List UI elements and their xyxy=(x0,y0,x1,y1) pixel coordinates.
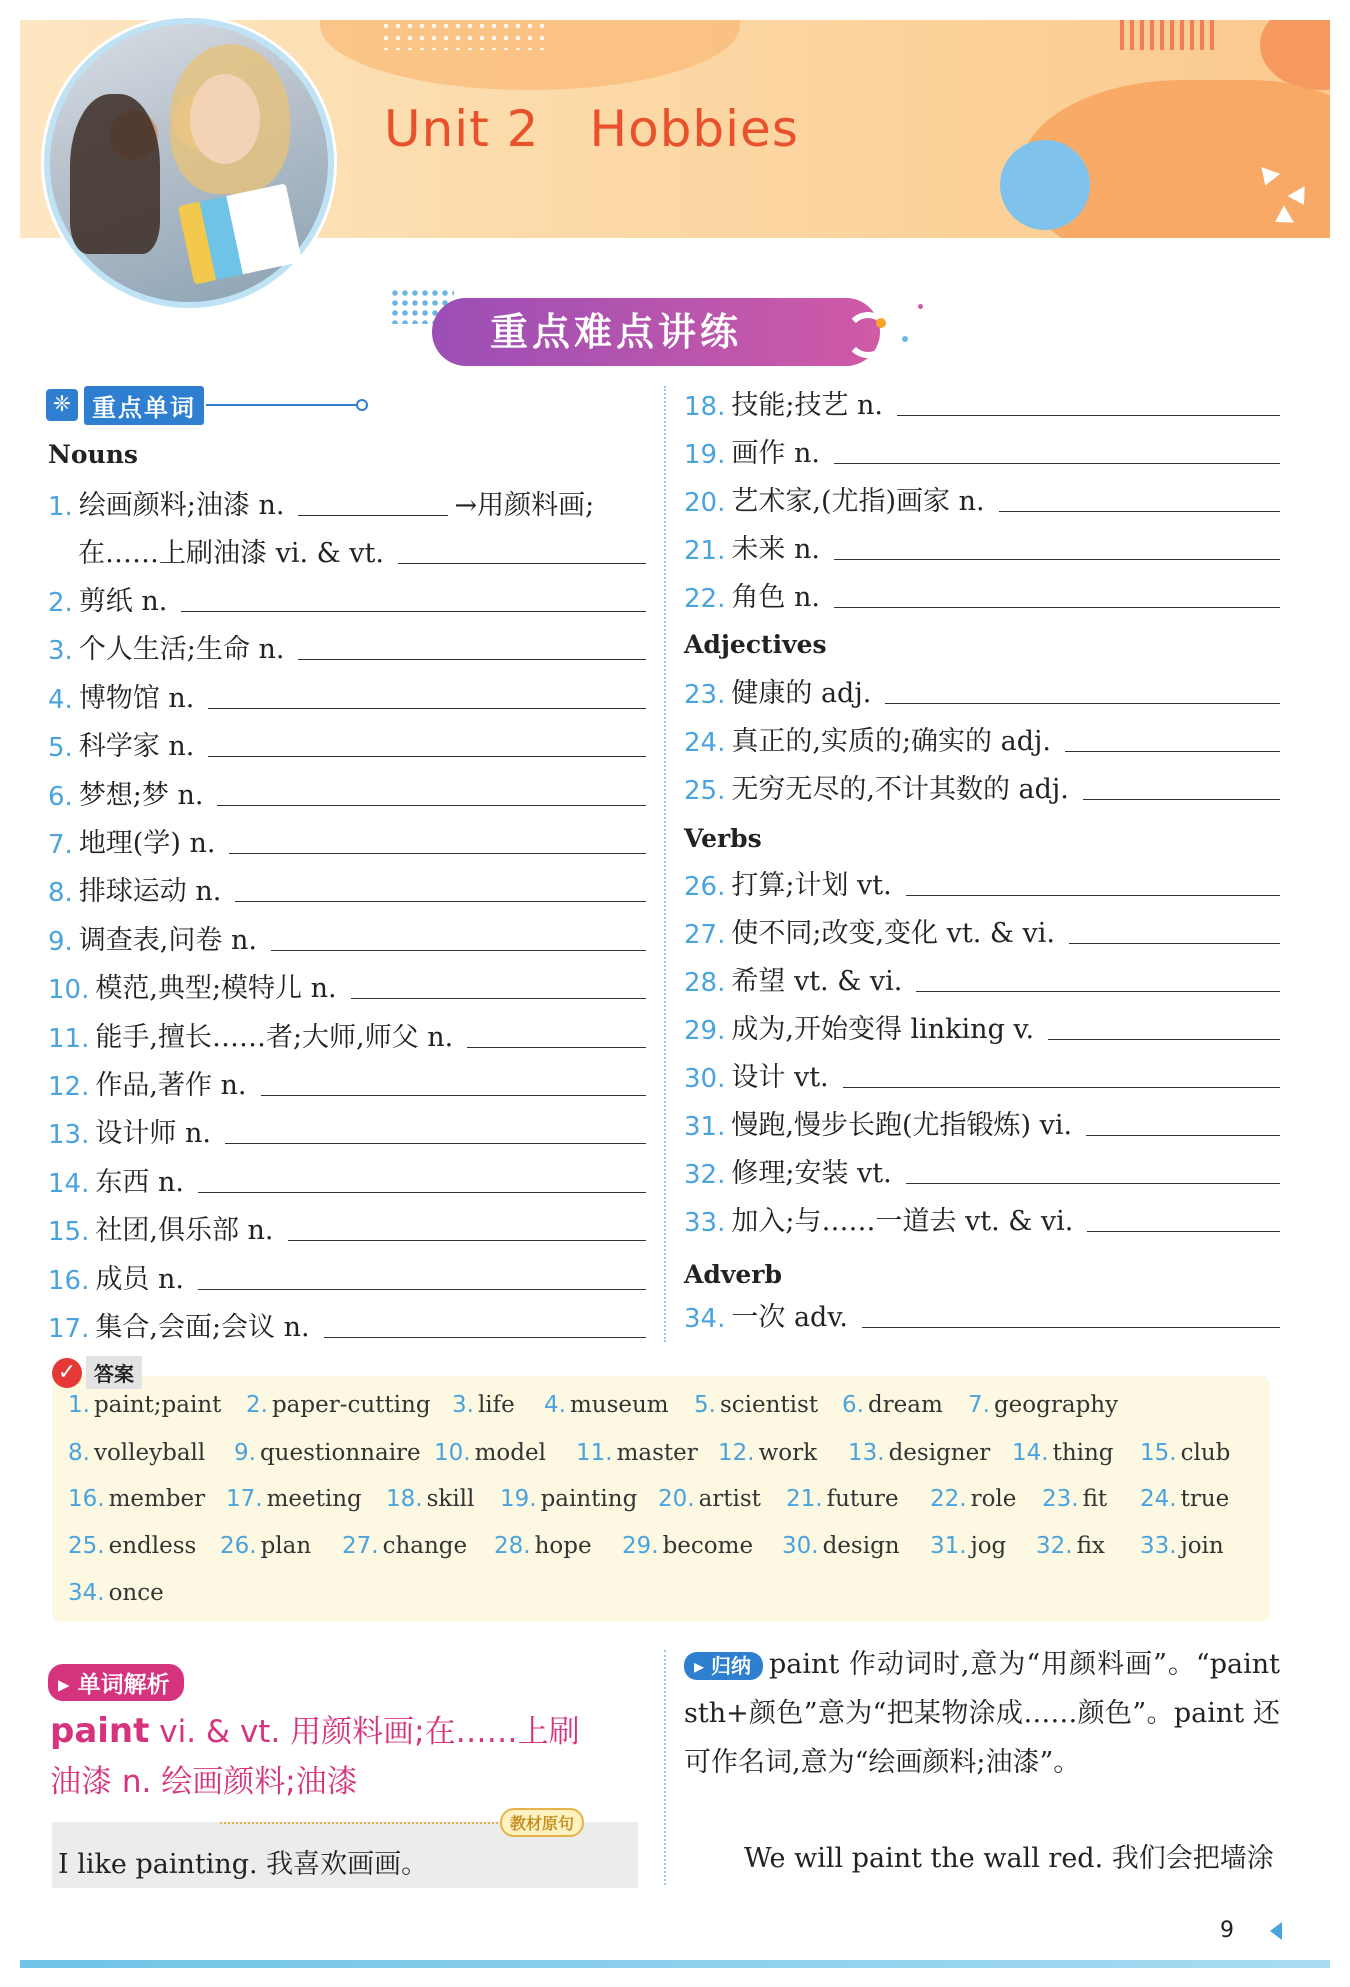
vocab-item-12 xyxy=(48,1062,646,1102)
answer-item xyxy=(658,1486,761,1512)
answer-item xyxy=(1140,1440,1230,1466)
answer-blank[interactable] xyxy=(225,1142,646,1144)
answer-number: 15. xyxy=(1140,1440,1177,1466)
answer-blank[interactable] xyxy=(208,755,646,757)
answer-blank[interactable] xyxy=(1086,1134,1280,1136)
item-number: 19. xyxy=(684,440,726,470)
answer-word: scientist xyxy=(719,1392,819,1418)
answer-number: 23. xyxy=(1042,1486,1079,1512)
item-prompt: 画作 n. xyxy=(731,438,820,469)
vocab-item-6 xyxy=(48,772,646,812)
category-adverb: Adverb xyxy=(684,1260,782,1289)
vocab-item-31 xyxy=(684,1102,1280,1142)
item-number: 10. xyxy=(48,975,90,1006)
answer-word: club xyxy=(1180,1440,1231,1466)
answer-item xyxy=(694,1392,818,1418)
answer-word: fix xyxy=(1076,1533,1105,1559)
answer-number: 27. xyxy=(342,1533,379,1559)
item-number: 21. xyxy=(684,536,726,566)
answer-word: hope xyxy=(534,1533,592,1559)
item-number: 13. xyxy=(48,1120,90,1151)
answer-word: role xyxy=(970,1486,1017,1512)
answer-word: jog xyxy=(970,1533,1007,1559)
item-number: 16. xyxy=(48,1265,90,1296)
answer-blank[interactable] xyxy=(181,610,646,612)
answer-blank[interactable] xyxy=(198,1288,646,1290)
answer-item xyxy=(782,1533,900,1559)
answer-item xyxy=(1012,1440,1114,1466)
decor-dot xyxy=(918,304,923,309)
answer-item xyxy=(68,1580,164,1606)
summary-text: paint 作动词时,意为“用颜料画”。“paint sth+颜色”意为“把某物涂成……颜色”。paint 还可作名词,意为“绘画颜料;油漆”。 xyxy=(684,1649,1280,1778)
item-prompt: 一次 adv. xyxy=(731,1302,848,1333)
answer-word: dream xyxy=(867,1392,943,1418)
item-number: 31. xyxy=(684,1112,726,1142)
keywords-label-text: 重点单词 xyxy=(84,386,204,425)
summary-tag: ▸ 归纳 xyxy=(684,1652,763,1680)
decor-line xyxy=(206,404,356,406)
answer-number: 26. xyxy=(220,1533,257,1559)
answer-item xyxy=(930,1533,1006,1559)
item-prompt: 社团,俱乐部 n. xyxy=(95,1215,274,1247)
answer-blank[interactable] xyxy=(208,707,646,709)
answer-item xyxy=(622,1533,753,1559)
category-nouns: Nouns xyxy=(48,440,138,469)
item-prompt: 真正的,实质的;确实的 adj. xyxy=(731,726,1051,757)
answer-blank[interactable] xyxy=(834,462,1280,464)
answer-item xyxy=(220,1533,311,1559)
answer-number: 6. xyxy=(842,1392,864,1418)
answer-number: 12. xyxy=(718,1440,755,1466)
vocab-item-13 xyxy=(48,1110,646,1150)
answer-number: 13. xyxy=(848,1440,885,1466)
example-sentence: I like painting. 我喜欢画画。 xyxy=(58,1849,429,1880)
vocab-item-15 xyxy=(48,1207,646,1247)
item-prompt: 博物馆 n. xyxy=(78,682,195,714)
summary-example: We will paint the wall red. 我们会把墙涂 xyxy=(744,1843,1274,1874)
item-prompt: 设计师 n. xyxy=(95,1118,211,1150)
item-prompt: 个人生活;生命 n. xyxy=(78,634,285,666)
vocab-item-9 xyxy=(48,917,646,957)
item-number: 2. xyxy=(48,588,73,618)
decor-line xyxy=(220,1822,510,1824)
answer-word: artist xyxy=(698,1486,761,1512)
vocab-item-3 xyxy=(48,626,646,666)
answer-item xyxy=(1140,1533,1224,1559)
answer-item xyxy=(226,1486,362,1512)
answer-number: 34. xyxy=(68,1580,105,1606)
answer-label: 答案 xyxy=(86,1356,142,1389)
answer-word: member xyxy=(108,1486,206,1512)
answer-number: 14. xyxy=(1012,1440,1049,1466)
answer-number: 9. xyxy=(234,1440,256,1466)
answer-number: 24. xyxy=(1140,1486,1177,1512)
answer-number: 19. xyxy=(500,1486,537,1512)
headword: paint xyxy=(50,1711,150,1751)
answer-item xyxy=(68,1440,205,1466)
item-prompt: 成员 n. xyxy=(95,1263,184,1295)
item-number: 30. xyxy=(684,1064,726,1094)
item-prompt: 地理(学) n. xyxy=(78,828,216,859)
answer-word: museum xyxy=(569,1392,669,1418)
summary-block xyxy=(684,1640,1280,1787)
answer-word: volleyball xyxy=(93,1440,206,1466)
vocab-item-16 xyxy=(48,1256,646,1296)
category-adjectives: Adjectives xyxy=(684,630,827,659)
answer-word: paper-cutting xyxy=(271,1392,431,1418)
vocab-item-7 xyxy=(48,820,646,860)
answer-number: 21. xyxy=(786,1486,823,1512)
keywords-label xyxy=(46,388,368,422)
decor-dot xyxy=(876,318,886,328)
answer-item xyxy=(1140,1486,1229,1512)
answer-word: endless xyxy=(108,1533,197,1559)
vocab-item-21 xyxy=(684,526,1280,566)
item-number: 11. xyxy=(48,1023,90,1054)
decor-dots xyxy=(380,20,550,50)
answer-number: 7. xyxy=(968,1392,990,1418)
answer-word: fit xyxy=(1082,1486,1108,1512)
vocab-item-30 xyxy=(684,1054,1280,1094)
item-prompt: 技能;技艺 n. xyxy=(731,390,884,421)
students-photo xyxy=(44,18,334,308)
column-divider xyxy=(664,1650,666,1885)
answer-blank[interactable] xyxy=(1087,1230,1280,1232)
item-number: 7. xyxy=(48,830,73,860)
item-number: 28. xyxy=(684,968,726,998)
answer-blank[interactable] xyxy=(1083,798,1280,800)
item-number: 8. xyxy=(48,878,73,909)
item-prompt: 作品,著作 n. xyxy=(95,1070,247,1101)
item-number: 17. xyxy=(48,1314,90,1344)
vocab-item-33 xyxy=(684,1198,1280,1238)
answer-number: 32. xyxy=(1036,1533,1073,1559)
decor-circle xyxy=(1000,140,1090,230)
answer-item xyxy=(434,1440,546,1466)
vocab-item-29 xyxy=(684,1006,1280,1046)
vocab-item-10 xyxy=(48,965,646,1005)
vocab-item-14 xyxy=(48,1159,646,1199)
answer-number: 29. xyxy=(622,1533,659,1559)
unit-title xyxy=(384,100,849,158)
item-prompt: 科学家 n. xyxy=(78,731,195,763)
item-prompt: 调查表,问卷 n. xyxy=(78,924,257,956)
answer-blank[interactable] xyxy=(235,900,646,902)
item-prompt: 使不同;改变,变化 vt. & vi. xyxy=(731,918,1055,949)
vocab-item-18 xyxy=(684,382,1280,422)
answer-blank[interactable] xyxy=(229,852,646,854)
item-number: 25. xyxy=(684,776,726,806)
vocab-item-5 xyxy=(48,723,646,763)
answer-number: 5. xyxy=(694,1392,716,1418)
answer-word: model xyxy=(474,1440,546,1466)
answer-number: 22. xyxy=(930,1486,967,1512)
unit-number: Unit 2 xyxy=(384,100,540,158)
answer-blank[interactable] xyxy=(834,558,1280,560)
item-prompt: 艺术家,(尤指)画家 n. xyxy=(731,486,985,517)
answer-item xyxy=(968,1392,1118,1418)
answer-item xyxy=(576,1440,698,1466)
item-prompt: 梦想;梦 n. xyxy=(78,779,204,811)
photo-figure xyxy=(190,74,260,164)
vocab-item-1-cont xyxy=(78,530,646,570)
answer-word: master xyxy=(616,1440,698,1466)
analysis-label-text: 单词解析 xyxy=(77,1672,170,1698)
answer-word: meeting xyxy=(266,1486,362,1512)
answer-item xyxy=(68,1486,205,1512)
item-number: 34. xyxy=(684,1304,726,1334)
answer-item xyxy=(718,1440,817,1466)
answer-item xyxy=(544,1392,669,1418)
answer-number: 31. xyxy=(930,1533,967,1559)
decor-dot xyxy=(902,336,908,342)
answer-word: paint;paint xyxy=(93,1392,222,1418)
item-number: 27. xyxy=(684,920,726,950)
source-tag: 教材原句 xyxy=(500,1808,584,1837)
vocab-item-27 xyxy=(684,910,1280,950)
item-prompt: 修理;安装 vt. xyxy=(731,1158,892,1189)
answer-blank[interactable] xyxy=(862,1326,1280,1328)
answer-word: painting xyxy=(540,1486,638,1512)
section-title: 重点难点讲练 xyxy=(432,298,880,366)
answer-blank[interactable] xyxy=(897,414,1280,416)
vocab-item-19 xyxy=(684,430,1280,470)
answer-word: future xyxy=(826,1486,899,1512)
answer-item xyxy=(234,1440,421,1466)
answer-word: thing xyxy=(1052,1440,1114,1466)
item-prompt: 排球运动 n. xyxy=(78,876,222,908)
answer-blank[interactable] xyxy=(351,997,646,999)
answer-word: join xyxy=(1180,1533,1224,1559)
answer-blank[interactable] xyxy=(1069,942,1280,944)
item-number: 6. xyxy=(48,781,73,812)
check-icon: ✓ xyxy=(52,1358,82,1388)
item-prompt: 成为,开始变得 linking v. xyxy=(731,1014,1035,1045)
item-prompt: 未来 n. xyxy=(731,534,820,565)
item-number: 4. xyxy=(48,684,73,715)
item-prompt: 健康的 adj. xyxy=(731,678,872,709)
item-prompt: 绘画颜料;油漆 n. xyxy=(78,490,285,521)
answer-item xyxy=(494,1533,592,1559)
answer-word: change xyxy=(382,1533,468,1559)
answer-blank[interactable] xyxy=(271,949,646,951)
sparkle-icon: ❈ xyxy=(46,389,78,421)
item-prompt: 模范,典型;模特儿 n. xyxy=(95,973,337,1005)
answer-blank[interactable] xyxy=(398,562,646,564)
decor-stripes xyxy=(1120,20,1220,50)
answer-item xyxy=(68,1533,196,1559)
item-prompt: 能手,擅长……者;大师,师父 n. xyxy=(95,1021,454,1053)
item-prompt: 无穷无尽的,不计其数的 adj. xyxy=(731,774,1069,805)
analysis-definition xyxy=(50,1706,650,1807)
item-number: 23. xyxy=(684,680,726,710)
item-prompt: 在……上刷油漆 vi. & vt. xyxy=(78,538,384,569)
bottom-bar xyxy=(20,1960,1330,1968)
answer-word: plan xyxy=(260,1533,312,1559)
vocab-item-34 xyxy=(684,1294,1280,1334)
category-verbs: Verbs xyxy=(684,824,762,853)
summary-tag-text: 归纳 xyxy=(711,1653,752,1678)
vocab-item-24 xyxy=(684,718,1280,758)
vocab-item-22 xyxy=(684,574,1280,614)
answer-number: 2. xyxy=(246,1392,268,1418)
answer-item xyxy=(1042,1486,1107,1512)
answer-number: 3. xyxy=(452,1392,474,1418)
item-prompt: 角色 n. xyxy=(731,582,820,613)
item-number: 20. xyxy=(684,488,726,518)
answer-blank[interactable] xyxy=(217,804,646,806)
item-prompt: →用颜料画; xyxy=(454,490,595,521)
vocab-item-23 xyxy=(684,670,1280,710)
answer-number: 28. xyxy=(494,1533,531,1559)
vocab-item-32 xyxy=(684,1150,1280,1190)
answer-number: 33. xyxy=(1140,1533,1177,1559)
photo-books xyxy=(178,183,302,284)
answer-number: 18. xyxy=(386,1486,423,1512)
answer-number: 20. xyxy=(658,1486,695,1512)
item-number: 14. xyxy=(48,1168,90,1199)
item-number: 1. xyxy=(48,492,73,522)
answer-blank[interactable] xyxy=(906,1182,1280,1184)
definition-line: vi. & vt. 用颜料画;在……上刷 xyxy=(149,1714,580,1750)
answer-blank[interactable] xyxy=(261,1094,647,1096)
answer-item xyxy=(68,1392,221,1418)
column-divider xyxy=(664,386,666,1342)
item-number: 22. xyxy=(684,584,726,614)
vocab-item-20 xyxy=(684,478,1280,518)
analysis-label: ▸ 单词解析 xyxy=(48,1664,184,1701)
answer-blank[interactable] xyxy=(843,1086,1280,1088)
item-number: 18. xyxy=(684,392,726,422)
answer-blank[interactable] xyxy=(906,894,1280,896)
answer-word: true xyxy=(1180,1486,1230,1512)
item-prompt: 设计 vt. xyxy=(731,1062,829,1093)
unit-topic: Hobbies xyxy=(589,100,799,158)
answer-item xyxy=(786,1486,899,1512)
answer-badge xyxy=(52,1356,142,1389)
answer-blank[interactable] xyxy=(916,990,1280,992)
vocab-item-2 xyxy=(48,578,646,618)
answer-number: 10. xyxy=(434,1440,471,1466)
answer-number: 30. xyxy=(782,1533,819,1559)
item-number: 32. xyxy=(684,1160,726,1190)
page-arrow-icon xyxy=(1270,1922,1282,1940)
item-number: 15. xyxy=(48,1217,90,1248)
answer-number: 8. xyxy=(68,1440,90,1466)
answer-number: 1. xyxy=(68,1392,90,1418)
answer-blank[interactable] xyxy=(324,1336,646,1338)
answer-blank[interactable] xyxy=(298,514,448,516)
answer-item xyxy=(848,1440,990,1466)
item-number: 24. xyxy=(684,728,726,758)
item-prompt: 慢跑,慢步长跑(尤指锻炼) vi. xyxy=(731,1110,1073,1141)
answer-blank[interactable] xyxy=(1048,1038,1280,1040)
item-prompt: 加入;与……一道去 vt. & vi. xyxy=(731,1206,1074,1237)
answer-word: skill xyxy=(426,1486,475,1512)
vocab-item-25 xyxy=(684,766,1280,806)
decor-blob xyxy=(1260,20,1330,90)
answer-blank[interactable] xyxy=(834,606,1280,608)
photo-figure xyxy=(70,94,160,254)
item-number: 3. xyxy=(48,636,73,667)
answer-blank[interactable] xyxy=(999,510,1280,512)
answer-word: geography xyxy=(993,1392,1119,1418)
answer-number: 11. xyxy=(576,1440,613,1466)
vocab-item-8 xyxy=(48,868,646,908)
answer-item xyxy=(930,1486,1016,1512)
item-number: 5. xyxy=(48,733,73,764)
answer-blank[interactable] xyxy=(885,702,1280,704)
answer-item xyxy=(842,1392,943,1418)
definition-line: 油漆 n. 绘画颜料;油漆 xyxy=(50,1764,358,1800)
answer-number: 17. xyxy=(226,1486,263,1512)
answer-word: life xyxy=(477,1392,515,1418)
answer-word: once xyxy=(108,1580,164,1606)
answer-number: 16. xyxy=(68,1486,105,1512)
vocab-item-26 xyxy=(684,862,1280,902)
vocab-item-11 xyxy=(48,1014,646,1054)
answer-word: questionnaire xyxy=(259,1440,421,1466)
vocab-item-28 xyxy=(684,958,1280,998)
item-prompt: 打算;计划 vt. xyxy=(731,870,892,901)
answer-item xyxy=(386,1486,474,1512)
answer-word: designer xyxy=(888,1440,991,1466)
page-number: 9 xyxy=(1220,1918,1234,1943)
vocab-item-4 xyxy=(48,675,646,715)
answer-word: work xyxy=(758,1440,818,1466)
item-number: 9. xyxy=(48,926,73,957)
answer-blank[interactable] xyxy=(298,658,646,660)
item-prompt: 剪纸 n. xyxy=(78,586,168,617)
answer-number: 4. xyxy=(544,1392,566,1418)
item-prompt: 集合,会面;会议 n. xyxy=(95,1312,310,1343)
answer-word: become xyxy=(662,1533,754,1559)
answer-blank[interactable] xyxy=(1065,750,1280,752)
circle-icon xyxy=(356,399,368,411)
item-prompt: 东西 n. xyxy=(95,1166,184,1198)
vocab-item-1 xyxy=(48,482,646,522)
answer-item xyxy=(342,1533,467,1559)
answer-word: design xyxy=(822,1533,900,1559)
answer-blank[interactable] xyxy=(467,1046,646,1048)
answer-item xyxy=(1036,1533,1105,1559)
item-number: 29. xyxy=(684,1016,726,1046)
item-prompt: 希望 vt. & vi. xyxy=(731,966,903,997)
answer-number: 25. xyxy=(68,1533,105,1559)
answer-blank[interactable] xyxy=(198,1191,646,1193)
vocab-item-17 xyxy=(48,1304,646,1344)
answer-item xyxy=(452,1392,515,1418)
item-number: 33. xyxy=(684,1208,726,1238)
item-number: 12. xyxy=(48,1072,90,1102)
answer-blank[interactable] xyxy=(288,1239,647,1241)
answer-item xyxy=(500,1486,637,1512)
answer-item xyxy=(246,1392,431,1418)
item-number: 26. xyxy=(684,872,726,902)
